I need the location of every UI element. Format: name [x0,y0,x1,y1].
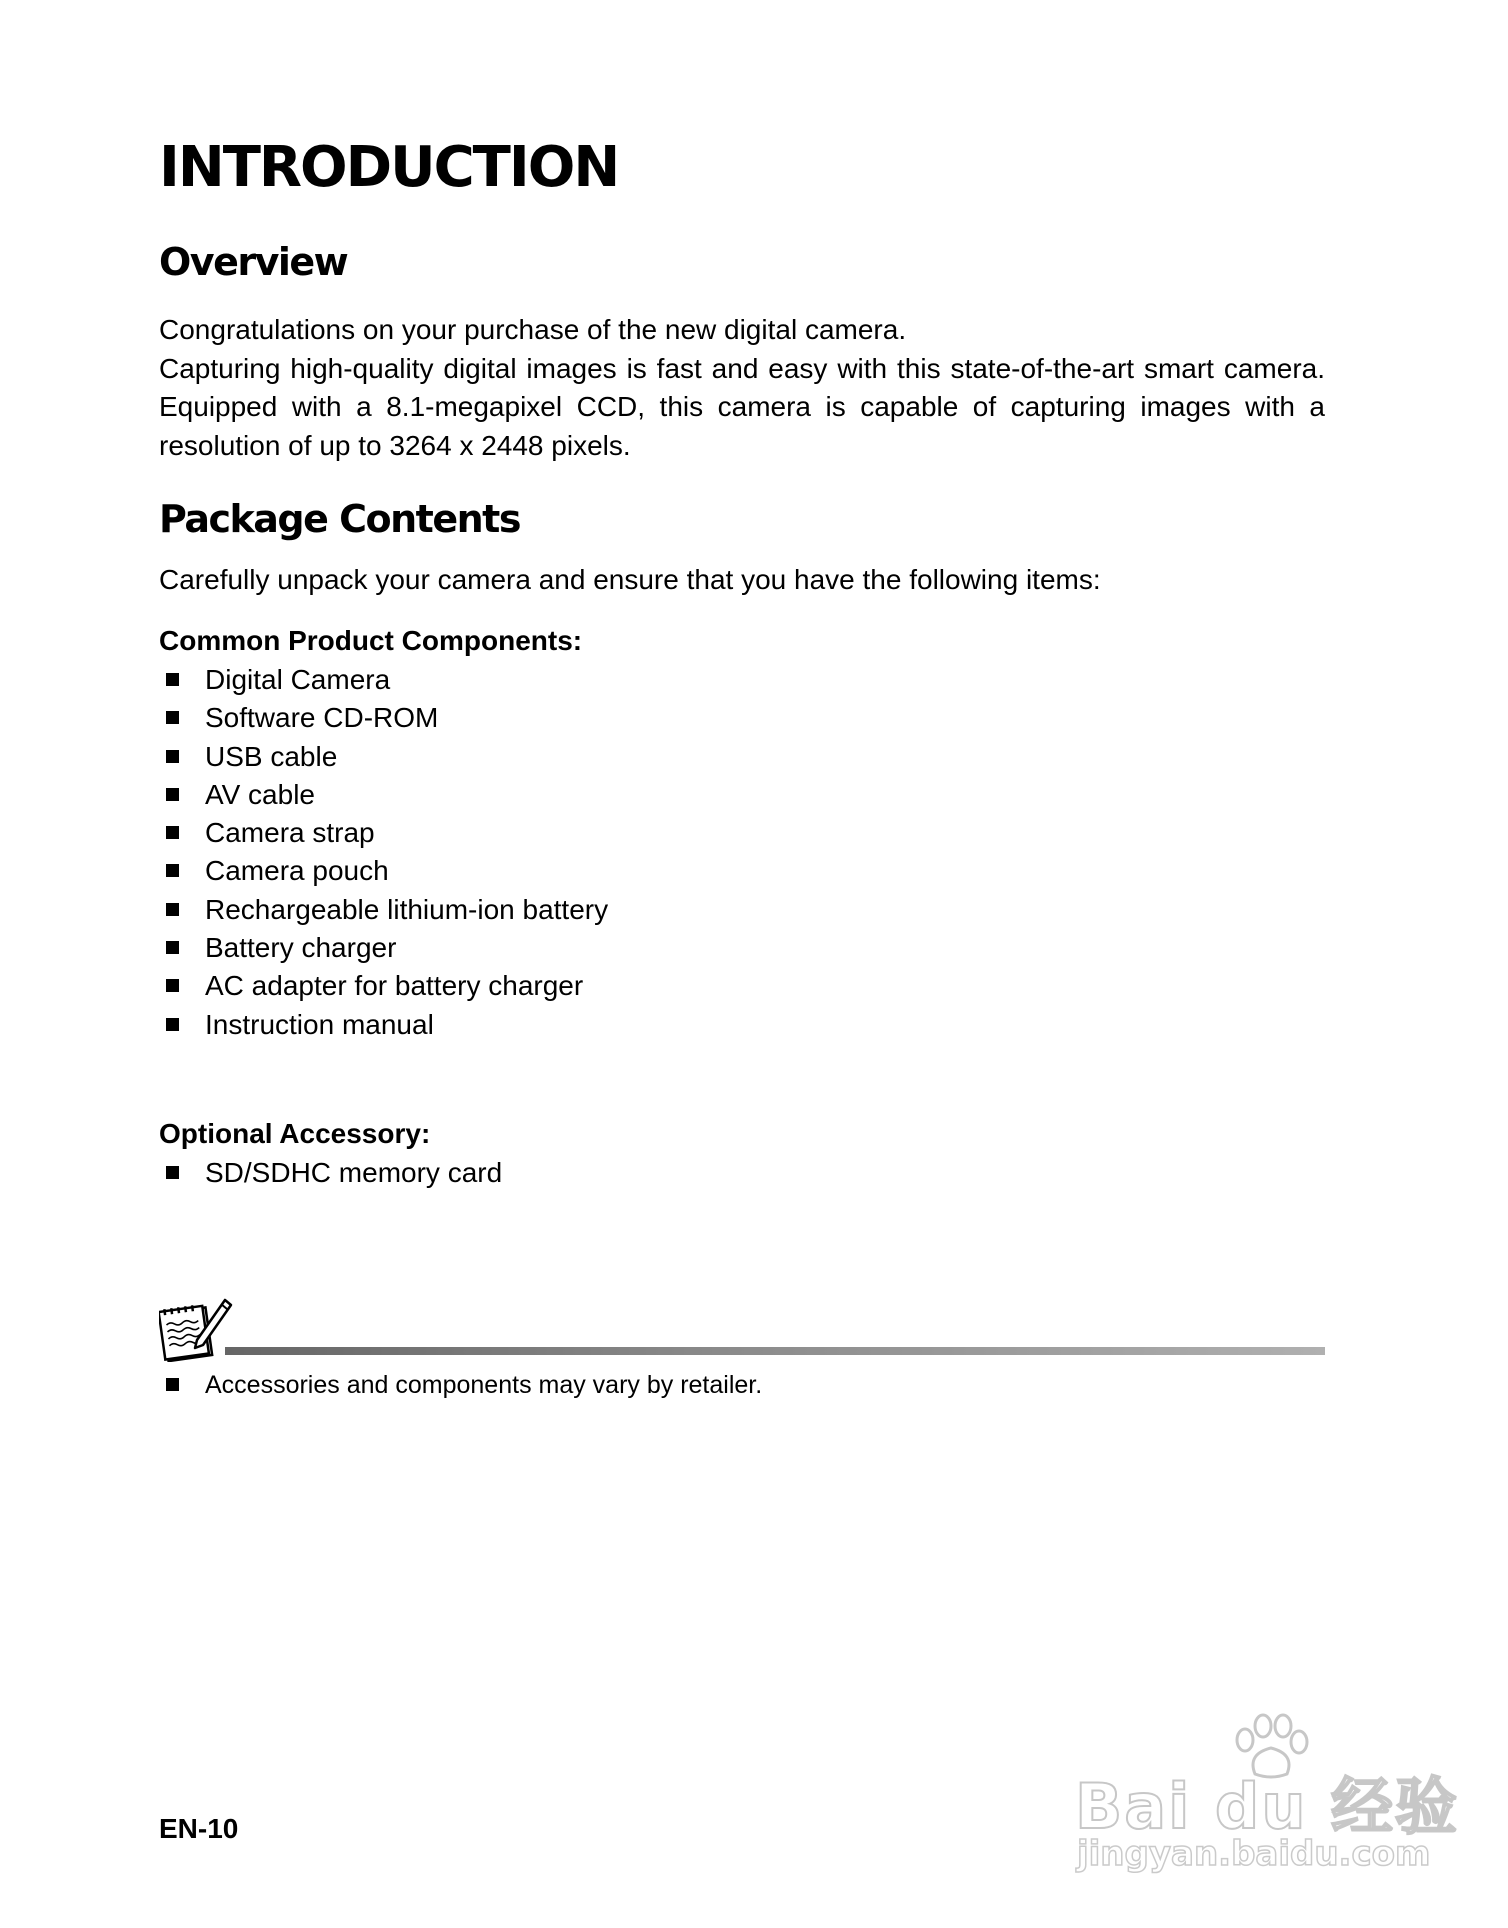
list-item: AC adapter for battery charger [159,967,608,1005]
square-bullet-icon [166,673,179,686]
package-contents-heading: Package Contents [159,497,520,541]
list-item: USB cable [159,738,608,776]
optional-accessory-heading: Optional Accessory: [159,1118,431,1149]
list-item: SD/SDHC memory card [159,1154,502,1192]
page-title: INTRODUCTION [159,135,619,200]
square-bullet-icon [166,1378,179,1391]
page-number: EN-10 [159,1813,239,1844]
common-components-heading: Common Product Components: [159,625,583,656]
square-bullet-icon [166,826,179,839]
list-item: Camera strap [159,814,608,852]
square-bullet-icon [166,1166,179,1179]
square-bullet-icon [166,1018,179,1031]
overview-heading: Overview [159,240,348,284]
list-item: Software CD-ROM [159,699,608,737]
overview-paragraph: Capturing high-quality digital images is fast and easy with this state-of-the-art smart camera. Equipped with a 8.1-megapixel CCD, this camera is capable of capturing images with a resolution of up to 3264 x 2448 pixels. [159,352,1325,461]
notepad-pencil-icon [159,1296,233,1362]
watermark-url: jingyan.baidu.com [1077,1834,1431,1874]
baidu-watermark [1075,1712,1460,1892]
list-item: Instruction manual [159,1006,608,1044]
list-item: Rechargeable lithium-ion battery [159,891,608,929]
list-item: AV cable [159,776,608,814]
common-components-list [159,661,608,1044]
watermark-brand: Bai du 经验 [1075,1770,1460,1843]
square-bullet-icon [166,903,179,916]
note-divider [225,1347,1325,1355]
optional-accessory-list [159,1154,502,1192]
list-item: Digital Camera [159,661,608,699]
overview-line: Congratulations on your purchase of the new digital camera. [159,314,907,345]
package-intro: Carefully unpack your camera and ensure that you have the following items: [159,564,1101,595]
square-bullet-icon [166,864,179,877]
note-item: Accessories and components may vary by retailer. [159,1367,762,1403]
square-bullet-icon [166,788,179,801]
square-bullet-icon [166,941,179,954]
square-bullet-icon [166,750,179,763]
overview-text [159,311,1325,465]
list-item: Camera pouch [159,852,608,890]
manual-page [159,0,1325,1928]
list-item: Battery charger [159,929,608,967]
square-bullet-icon [166,711,179,724]
square-bullet-icon [166,979,179,992]
note-list [159,1367,762,1403]
